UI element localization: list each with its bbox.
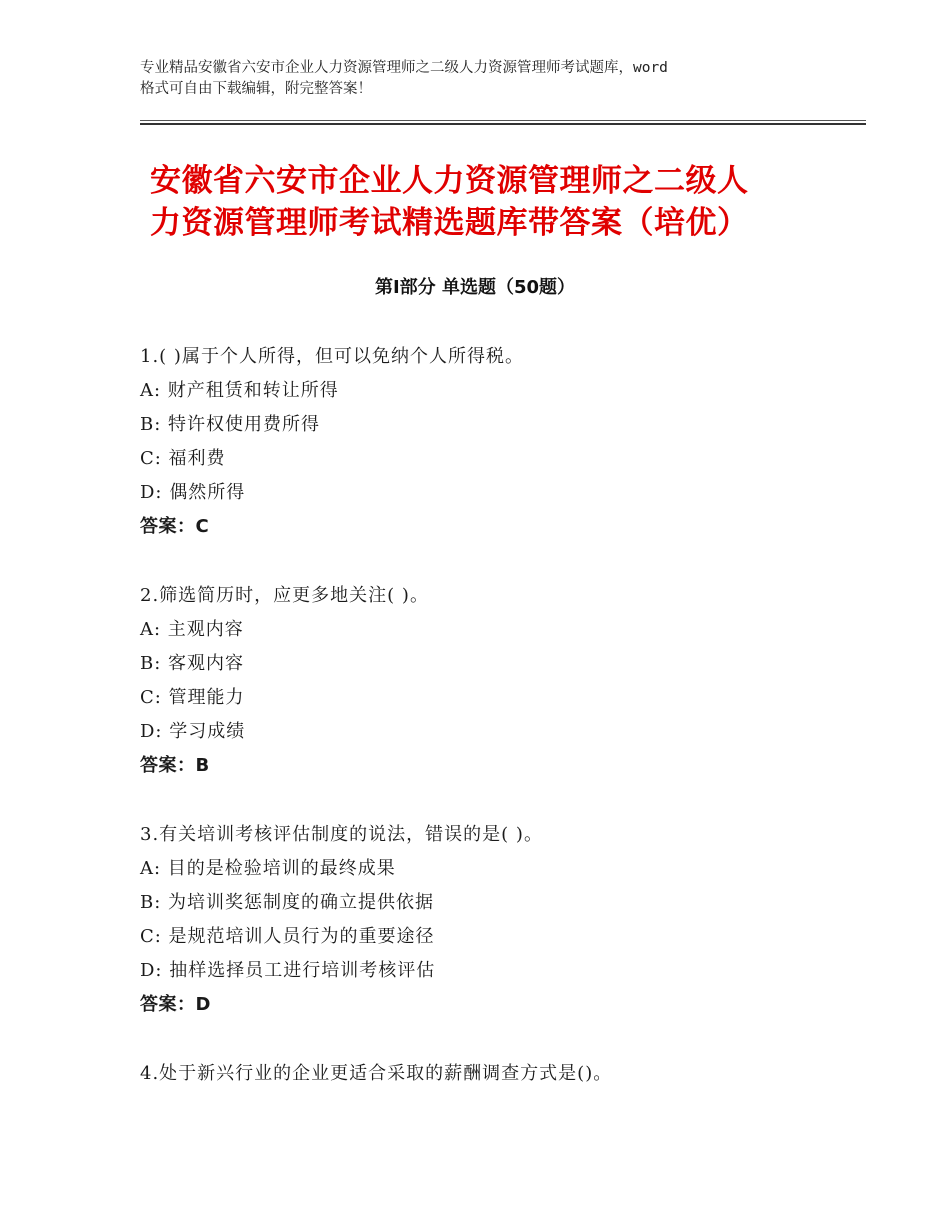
- question-3: [140, 818, 840, 1022]
- question-1: [140, 340, 840, 544]
- header-rule-bottom: [140, 123, 866, 125]
- header-note-line1: 专业精品安徽省六安市企业人力资源管理师之二级人力资源管理师考试题库，word: [140, 60, 668, 76]
- answer: 答案：D: [140, 994, 211, 1015]
- answer: 答案：C: [140, 516, 210, 537]
- section-heading: 第Ⅰ部分 单选题（50题）: [374, 277, 575, 298]
- question-4: [140, 1057, 840, 1091]
- option-d: D: 抽样选择员工进行培训考核评估: [140, 960, 436, 981]
- document-title-line2: 力资源管理师考试精选题库带答案（培优）: [150, 205, 749, 241]
- header-note: [140, 58, 820, 100]
- document-title-line1: 安徽省六安市企业人力资源管理师之二级人: [150, 163, 749, 199]
- option-c: C: 福利费: [140, 448, 226, 469]
- option-b: B: 特许权使用费所得: [140, 414, 321, 435]
- option-b: B: 为培训奖惩制度的确立提供依据: [140, 892, 435, 913]
- option-d: D: 偶然所得: [140, 482, 246, 503]
- header-rule-top: [140, 120, 866, 121]
- option-c: C: 是规范培训人员行为的重要途径: [140, 926, 435, 947]
- option-a: A: 主观内容: [140, 619, 244, 640]
- answer: 答案：B: [140, 755, 210, 776]
- question-stem: 4.处于新兴行业的企业更适合采取的薪酬调查方式是()。: [140, 1063, 613, 1084]
- option-c: C: 管理能力: [140, 687, 245, 708]
- option-a: A: 目的是检验培训的最终成果: [140, 858, 396, 879]
- question-stem: 3.有关培训考核评估制度的说法，错误的是( )。: [140, 824, 543, 845]
- document-title: [150, 160, 830, 244]
- question-2: [140, 579, 840, 783]
- option-b: B: 客观内容: [140, 653, 245, 674]
- header-note-line2: 格式可自由下载编辑，附完整答案！: [140, 81, 372, 97]
- option-d: D: 学习成绩: [140, 721, 246, 742]
- question-stem: 1.( )属于个人所得，但可以免纳个人所得税。: [140, 346, 524, 367]
- option-a: A: 财产租赁和转让所得: [140, 380, 339, 401]
- question-stem: 2.筛选简历时，应更多地关注( )。: [140, 585, 429, 606]
